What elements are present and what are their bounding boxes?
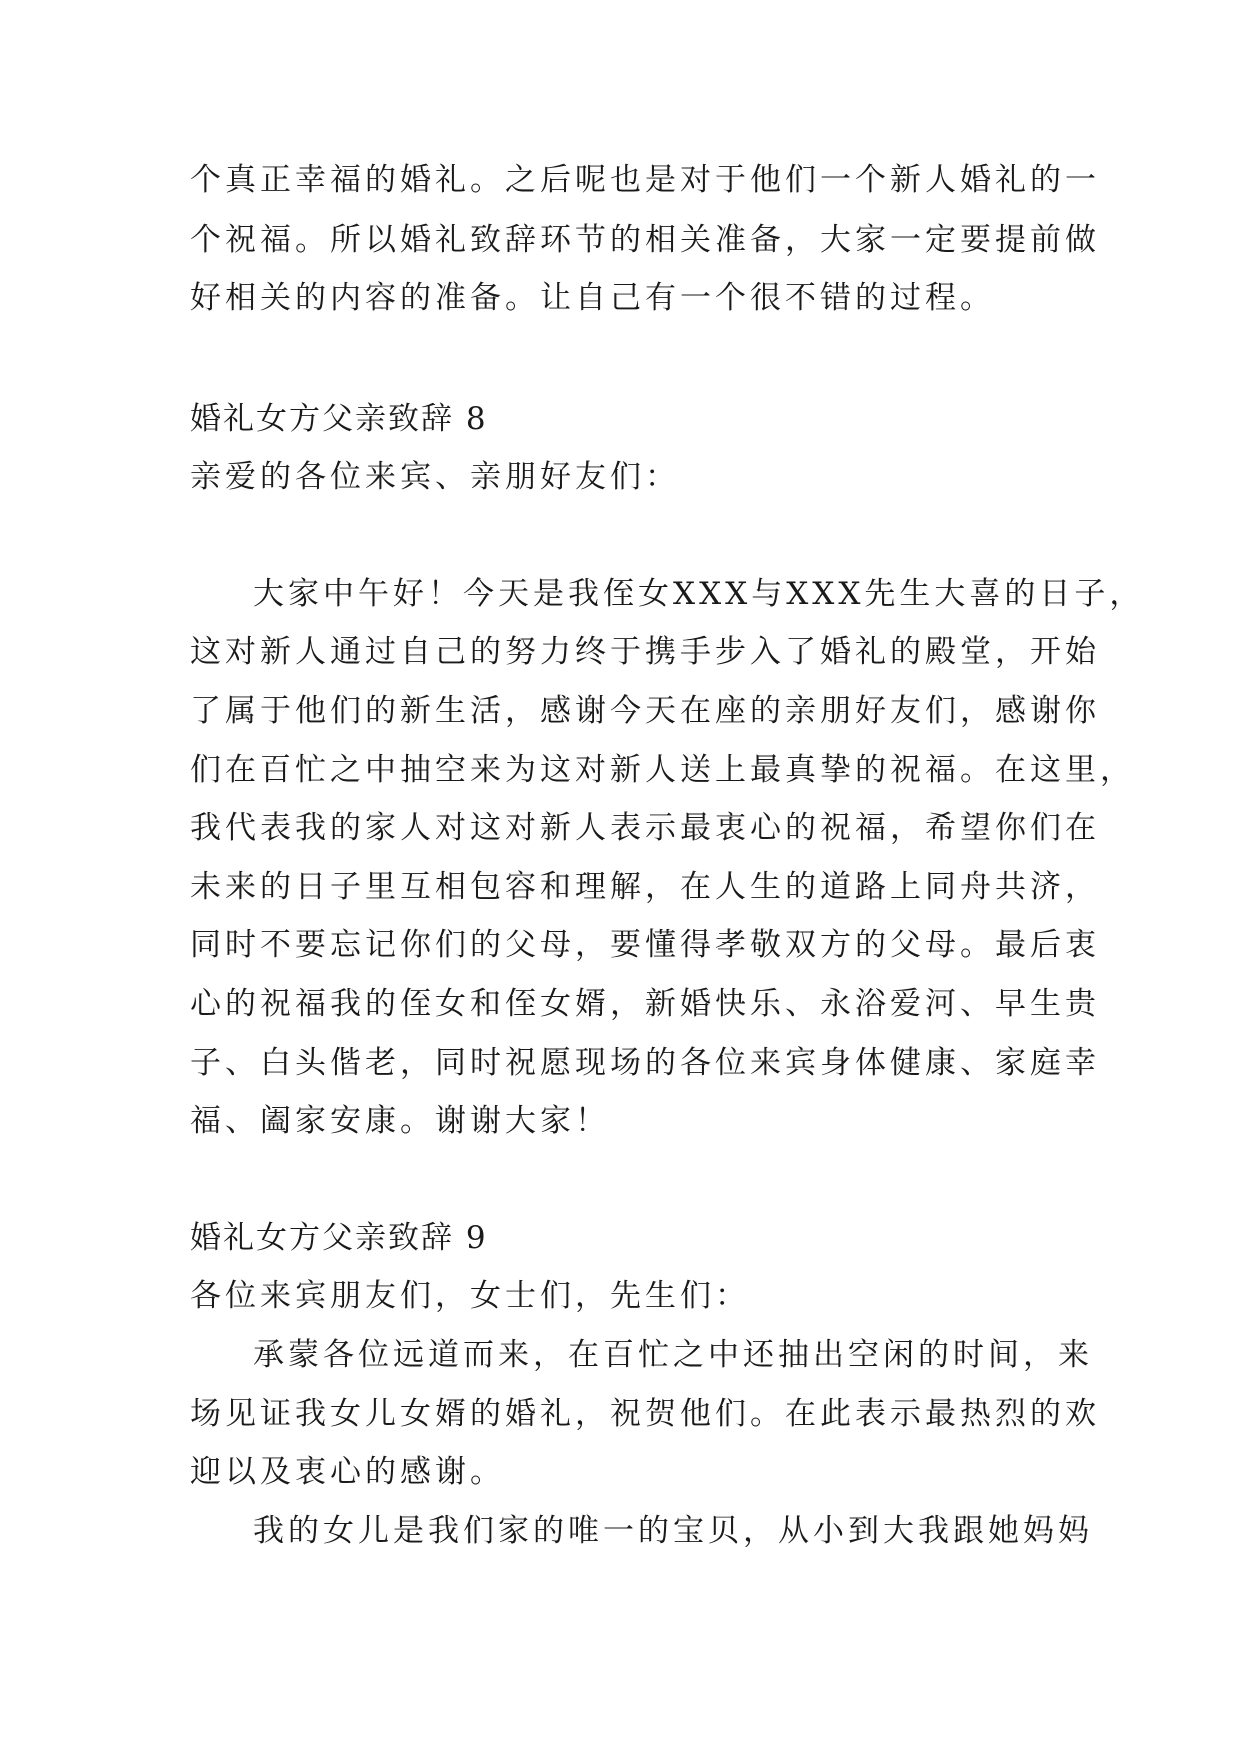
text-line: 个真正幸福的婚礼。之后呢也是对于他们一个新人婚礼的一 — [190, 162, 1100, 198]
text-line: 子、白头偕老，同时祝愿现场的各位来宾身体健康、家庭幸 — [190, 1045, 1100, 1081]
text-line: 我代表我的家人对这对新人表示最衷心的祝福，希望你们在 — [190, 810, 1100, 846]
text-line: 个祝福。所以婚礼致辞环节的相关准备，大家一定要提前做 — [190, 222, 1100, 258]
section-heading: 婚礼女方父亲致辞 8 — [190, 401, 488, 437]
text-line: 们在百忙之中抽空来为这对新人送上最真挚的祝福。在这里， — [190, 752, 1135, 788]
text-line: 这对新人通过自己的努力终于携手步入了婚礼的殿堂，开始 — [190, 634, 1100, 670]
text-line: 好相关的内容的准备。让自己有一个很不错的过程。 — [190, 280, 995, 316]
text-line: 了属于他们的新生活，感谢今天在座的亲朋好友们，感谢你 — [190, 693, 1100, 729]
text-line: 场见证我女儿女婿的婚礼，祝贺他们。在此表示最热烈的欢 — [190, 1396, 1100, 1432]
salutation: 亲爱的各位来宾、亲朋好友们： — [190, 459, 680, 495]
salutation: 各位来宾朋友们，女士们，先生们： — [190, 1278, 750, 1314]
section-heading: 婚礼女方父亲致辞 9 — [190, 1220, 488, 1256]
text-line: 福、阖家安康。谢谢大家！ — [190, 1103, 610, 1139]
text-line: 未来的日子里互相包容和理解，在人生的道路上同舟共济， — [190, 869, 1100, 905]
text-line: 我的女儿是我们家的唯一的宝贝，从小到大我跟她妈妈 — [253, 1513, 1093, 1549]
text-line: 迎以及衷心的感谢。 — [190, 1454, 505, 1490]
text-line: 心的祝福我的侄女和侄女婿，新婚快乐、永浴爱河、早生贵 — [190, 986, 1100, 1022]
text-line: 同时不要忘记你们的父母，要懂得孝敬双方的父母。最后衷 — [190, 927, 1100, 963]
text-line: 大家中午好！今天是我侄女XXX与XXX先生大喜的日子， — [253, 576, 1145, 612]
text-line: 承蒙各位远道而来，在百忙之中还抽出空闲的时间，来 — [253, 1337, 1093, 1373]
